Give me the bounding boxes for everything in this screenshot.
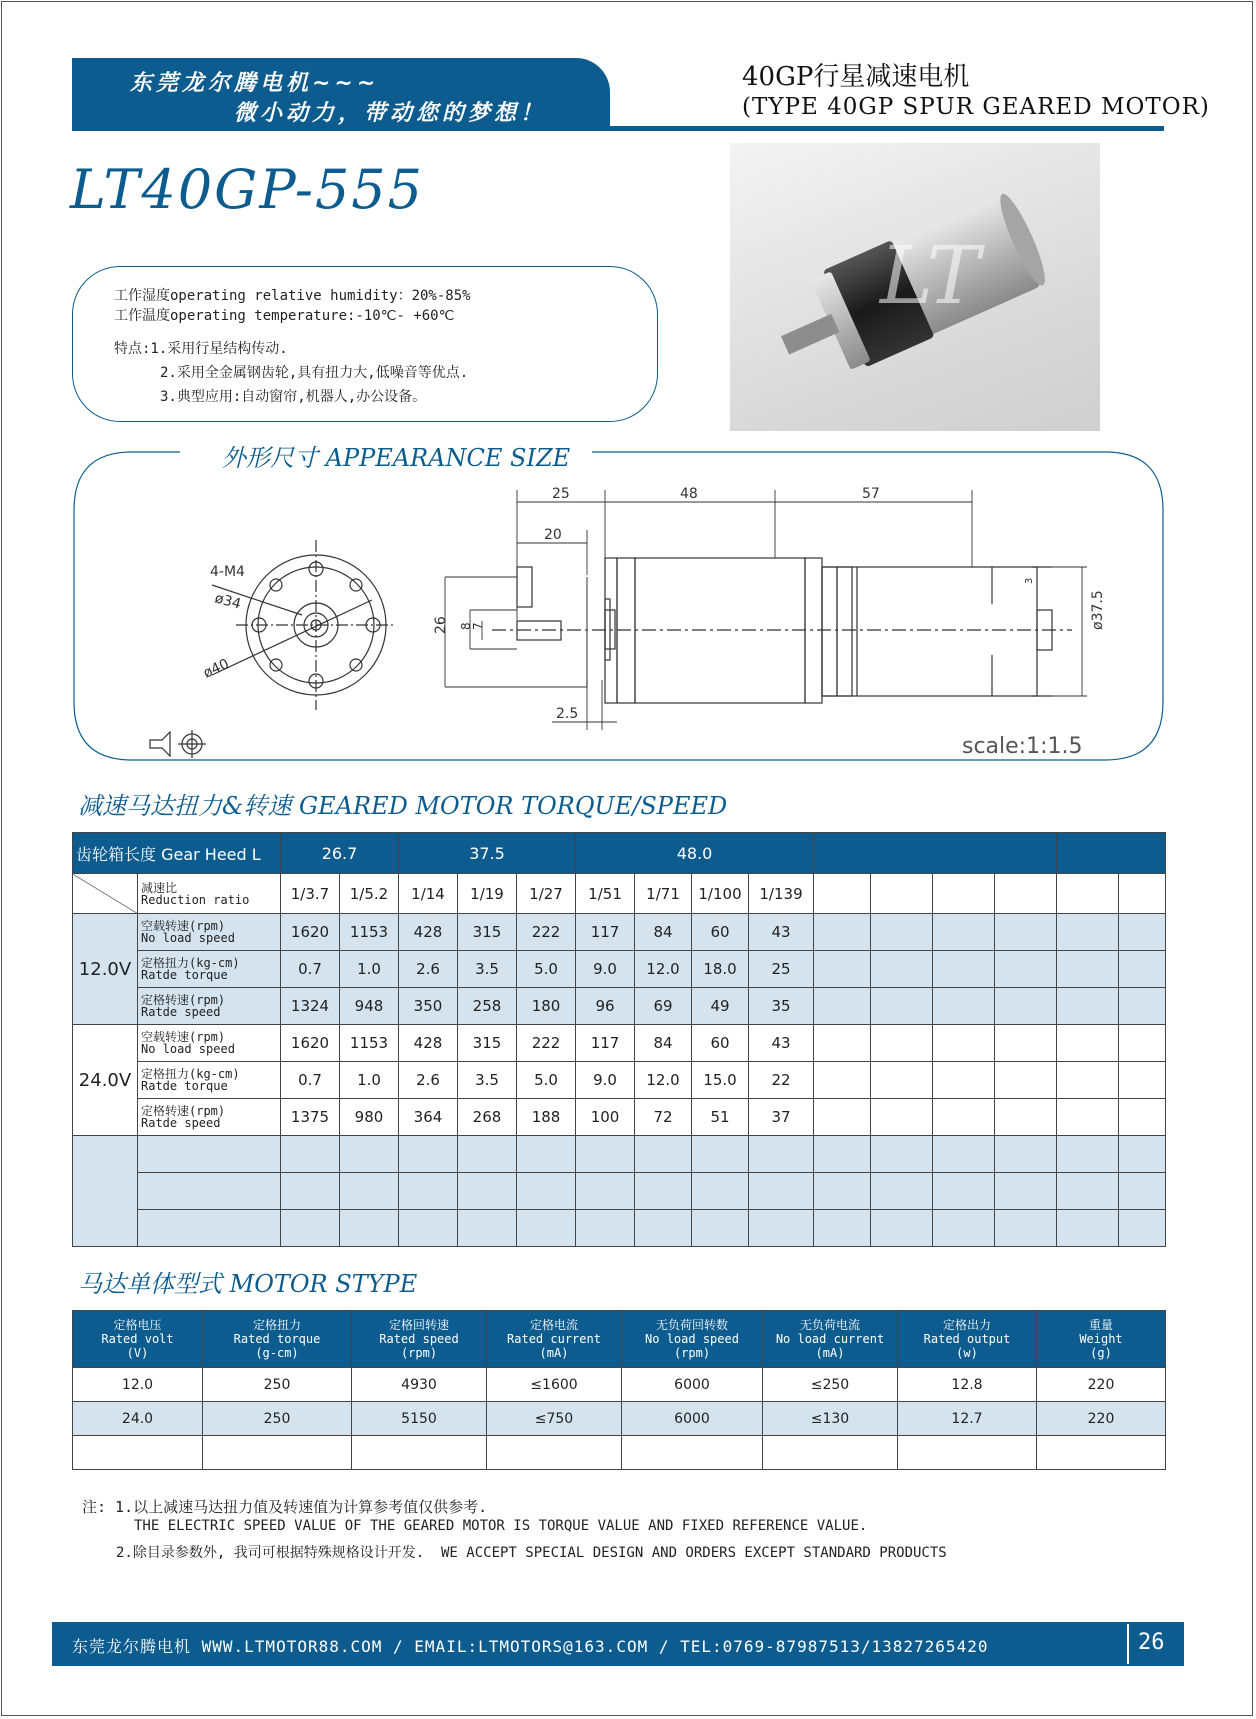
value-cell: 43: [749, 1025, 814, 1062]
value-cell: 9.0: [576, 1062, 635, 1099]
value-cell: 5.0: [517, 1062, 576, 1099]
empty-cell: [814, 951, 871, 988]
motor-value-cell: 250: [203, 1402, 352, 1436]
empty-cell: [635, 1136, 692, 1173]
ratio-cell: 1/14: [399, 874, 458, 914]
empty-cell: [933, 951, 995, 988]
empty-cell: [203, 1436, 352, 1470]
voltage-cell: 24.0V: [73, 1025, 138, 1136]
table-row: [73, 1099, 1166, 1136]
value-cell: 428: [399, 1025, 458, 1062]
model-number: LT40GP-555: [70, 158, 425, 221]
empty-cell: [898, 1436, 1037, 1470]
value-cell: 3.5: [458, 951, 517, 988]
empty-cell: [1057, 1062, 1119, 1099]
spec-feature-1: 特点:1.采用行星结构传动.: [114, 341, 288, 357]
spec-feature-3: 3.典型应用:自动窗帘,机器人,办公设备。: [160, 389, 427, 405]
row-label-en: No load speed: [141, 1042, 235, 1056]
empty-cell: [995, 1062, 1057, 1099]
row-label-en: Ratde speed: [141, 1005, 221, 1019]
motor-illustration: [730, 143, 1100, 431]
motor-value-cell: 6000: [622, 1368, 763, 1402]
empty-cell: [340, 1173, 399, 1210]
note-line-1: 注: 1.以上减速马达扭力值及转速值为计算参考值仅供参考.: [82, 1498, 488, 1516]
motor-table-header: [73, 1311, 1166, 1368]
empty-cell: [1057, 988, 1119, 1025]
dimension-drawing: [72, 470, 1162, 760]
motor-header-line: 定格电流: [529, 1318, 578, 1332]
empty-cell: [1057, 1025, 1119, 1062]
dim-3: 3: [1024, 577, 1035, 584]
value-cell: 222: [517, 914, 576, 951]
gear-length-3: 48.0: [576, 833, 814, 874]
empty-cell: [763, 1436, 898, 1470]
empty-cell: [1057, 1210, 1119, 1247]
dim-57: 57: [862, 486, 880, 502]
empty-cell: [340, 1136, 399, 1173]
row-label-cn: 定格转速(rpm): [141, 993, 226, 1007]
footer-contact: 东莞龙尔腾电机 WWW.LTMOTOR88.COM / EMAIL:LTMOTORS@163.COM / TEL:0769-87987513/13827265420: [72, 1637, 989, 1656]
spec-humidity: 工作湿度operating relative humidity：20%-85%: [114, 288, 471, 304]
value-cell: 980: [340, 1099, 399, 1136]
empty-cell: [576, 1210, 635, 1247]
product-photo: [730, 143, 1100, 431]
ratio-cell: 1/71: [635, 874, 692, 914]
empty-cell: [1037, 1436, 1166, 1470]
empty-cell: [814, 1099, 871, 1136]
value-cell: 1324: [281, 988, 340, 1025]
empty-cell: [458, 1173, 517, 1210]
motor-value-cell: 12.7: [898, 1402, 1037, 1436]
projection-symbol: [150, 730, 206, 758]
empty-cell: [814, 1062, 871, 1099]
dim-26: 26: [433, 616, 449, 634]
empty-cell: [871, 1062, 933, 1099]
empty-cell: [814, 988, 871, 1025]
motor-header-cell: [622, 1311, 763, 1368]
value-cell: 84: [635, 914, 692, 951]
motor-header-cell: [487, 1311, 622, 1368]
empty-cell: [995, 874, 1057, 914]
dim-7: 7: [471, 622, 485, 630]
empty-cell: [871, 951, 933, 988]
empty-cell: [458, 1210, 517, 1247]
empty-cell: [692, 1136, 749, 1173]
empty-cell: [933, 1062, 995, 1099]
empty-cell: [1119, 914, 1166, 951]
ratio-cell: 1/19: [458, 874, 517, 914]
value-cell: 18.0: [692, 951, 749, 988]
empty-cell: [814, 1210, 871, 1247]
empty-cell: [340, 1210, 399, 1247]
empty-cell: [933, 914, 995, 951]
empty-cell: [933, 1099, 995, 1136]
empty-cell: [749, 1210, 814, 1247]
value-cell: 117: [576, 914, 635, 951]
empty-cell: [995, 1210, 1057, 1247]
value-cell: 3.5: [458, 1062, 517, 1099]
gear-header-empty: [1057, 833, 1166, 874]
empty-cell: [933, 1025, 995, 1062]
motor-header-line: 定格回转速: [388, 1318, 449, 1332]
empty-cell: [138, 1210, 281, 1247]
empty-cell: [576, 1136, 635, 1173]
empty-cell: [1119, 1173, 1166, 1210]
empty-cell: [352, 1436, 487, 1470]
ratio-cell: 1/5.2: [340, 874, 399, 914]
voltage-cell: 12.0V: [73, 914, 138, 1025]
motor-header-line: (g): [1090, 1346, 1112, 1360]
empty-cell: [1119, 1099, 1166, 1136]
gear-table-header: [73, 833, 1166, 874]
motor-value-cell: 12.0: [73, 1368, 203, 1402]
motor-value-cell: 250: [203, 1368, 352, 1402]
motor-value-cell: 5150: [352, 1402, 487, 1436]
value-cell: 2.6: [399, 1062, 458, 1099]
motor-header-line: (mA): [539, 1346, 569, 1360]
empty-cell: [871, 988, 933, 1025]
empty-cell: [1057, 1136, 1119, 1173]
empty-cell: [871, 1136, 933, 1173]
motor-header-line: 无负荷电流: [799, 1318, 860, 1332]
table-row: [73, 988, 1166, 1025]
dim-2-5: 2.5: [556, 706, 579, 722]
empty-cell: [1119, 1136, 1166, 1173]
value-cell: 1375: [281, 1099, 340, 1136]
value-cell: 51: [692, 1099, 749, 1136]
value-cell: 117: [576, 1025, 635, 1062]
empty-cell: [73, 1136, 138, 1247]
value-cell: 2.6: [399, 951, 458, 988]
motor-header-line: (V): [126, 1346, 149, 1360]
empty-cell: [73, 1436, 203, 1470]
row-label-en: Ratde torque: [141, 968, 228, 982]
empty-cell: [487, 1436, 622, 1470]
motor-header-line: (mA): [815, 1346, 845, 1360]
empty-cell: [814, 914, 871, 951]
dim-20: 20: [544, 527, 562, 543]
empty-cell: [281, 1136, 340, 1173]
value-cell: 60: [692, 914, 749, 951]
motor-header-line: (g-cm): [255, 1346, 299, 1360]
empty-cell: [517, 1136, 576, 1173]
value-cell: 1620: [281, 914, 340, 951]
gear-table: [72, 832, 1166, 1247]
motor-value-cell: 6000: [622, 1402, 763, 1436]
value-cell: 84: [635, 1025, 692, 1062]
value-cell: 9.0: [576, 951, 635, 988]
gear-length-1: 26.7: [281, 833, 399, 874]
spec-feature-2: 2.采用全金属钢齿轮,具有扭力大,低噪音等优点.: [160, 365, 469, 381]
empty-cell: [871, 1025, 933, 1062]
value-cell: 12.0: [635, 1062, 692, 1099]
motor-header-cell: [203, 1311, 352, 1368]
row-label-cn: 定格扭力(kg-cm): [141, 956, 240, 970]
row-label: [138, 914, 281, 951]
empty-row: [73, 1173, 1166, 1210]
empty-cell: [933, 1136, 995, 1173]
empty-cell: [995, 1136, 1057, 1173]
motor-header-line: 定格电压: [113, 1318, 162, 1332]
motor-header-cell: [898, 1311, 1037, 1368]
motor-header-line: 定格扭力: [252, 1318, 301, 1332]
empty-cell: [871, 914, 933, 951]
motor-table-body: [73, 1368, 1166, 1470]
empty-cell: [622, 1436, 763, 1470]
value-cell: 35: [749, 988, 814, 1025]
empty-cell: [517, 1210, 576, 1247]
row-label-cn: 空载转速(rpm): [141, 1030, 226, 1044]
row-label-cn: 空载转速(rpm): [141, 919, 226, 933]
motor-value-cell: 220: [1037, 1402, 1166, 1436]
dim-m4: 4-M4: [210, 564, 245, 580]
ratio-label-cn: 减速比: [141, 880, 178, 895]
value-cell: 43: [749, 914, 814, 951]
page-number: 26: [1138, 1630, 1165, 1655]
empty-cell: [1057, 951, 1119, 988]
value-cell: 1620: [281, 1025, 340, 1062]
motor-header-line: 重量: [1088, 1318, 1113, 1332]
motor-value-cell: ≤1600: [487, 1368, 622, 1402]
empty-cell: [814, 1136, 871, 1173]
dim-25: 25: [552, 486, 570, 502]
motor-value-cell: 220: [1037, 1368, 1166, 1402]
ratio-label-en: Reduction ratio: [141, 892, 250, 907]
dimension-lines: [445, 490, 1087, 730]
note-line-3: 2.除目录参数外, 我司可根据特殊规格设计开发. WE ACCEPT SPECIAL DESIGN AND ORDERS EXCEPT STANDARD PRODUCTS: [116, 1545, 947, 1561]
motor-value-cell: ≤130: [763, 1402, 898, 1436]
motor-header-line: 无负荷回转数: [655, 1318, 728, 1332]
motor-header-line: Rated speed: [379, 1332, 459, 1346]
value-cell: 37: [749, 1099, 814, 1136]
row-label: [138, 951, 281, 988]
table-row: [73, 1062, 1166, 1099]
row-label-cn: 定格转速(rpm): [141, 1104, 226, 1118]
dim-8: 8: [459, 622, 473, 630]
empty-cell: [1119, 1062, 1166, 1099]
value-cell: 268: [458, 1099, 517, 1136]
row-label: [138, 1025, 281, 1062]
motor-value-cell: 24.0: [73, 1402, 203, 1436]
value-cell: 0.7: [281, 951, 340, 988]
motor-value-cell: 4930: [352, 1368, 487, 1402]
table-row: [73, 951, 1166, 988]
empty-cell: [635, 1173, 692, 1210]
value-cell: 948: [340, 988, 399, 1025]
value-cell: 350: [399, 988, 458, 1025]
empty-cell: [517, 1173, 576, 1210]
ratio-cell: 1/100: [692, 874, 749, 914]
empty-cell: [138, 1136, 281, 1173]
value-cell: 100: [576, 1099, 635, 1136]
empty-cell: [458, 1136, 517, 1173]
empty-cell: [749, 1173, 814, 1210]
ratio-cell: 1/3.7: [281, 874, 340, 914]
motor-header-line: (w): [956, 1346, 978, 1360]
empty-cell: [138, 1173, 281, 1210]
row-label-en: Ratde speed: [141, 1116, 221, 1130]
empty-cell: [1057, 914, 1119, 951]
empty-cell: [871, 1173, 933, 1210]
note-line-2: THE ELECTRIC SPEED VALUE OF THE GEARED MOTOR IS TORQUE VALUE AND FIXED REFERENCE VALUE.: [134, 1518, 868, 1534]
empty-cell: [1119, 1210, 1166, 1247]
banner-company: 东莞龙尔腾电机~~~: [130, 70, 380, 96]
photo-watermark: LT: [880, 229, 980, 322]
empty-cell: [399, 1173, 458, 1210]
motor-value-cell: ≤750: [487, 1402, 622, 1436]
value-cell: 180: [517, 988, 576, 1025]
motor-header-cell: [763, 1311, 898, 1368]
empty-row: [73, 1136, 1166, 1173]
table-row: [73, 914, 1166, 951]
value-cell: 72: [635, 1099, 692, 1136]
table-row: [73, 1025, 1166, 1062]
motor-header-cell: [73, 1311, 203, 1368]
value-cell: 25: [749, 951, 814, 988]
empty-cell: [281, 1210, 340, 1247]
value-cell: 60: [692, 1025, 749, 1062]
spec-temperature: 工作温度operating temperature:-10℃- +60℃: [114, 308, 455, 324]
page-title-en: (TYPE 40GP SPUR GEARED MOTOR): [742, 94, 1210, 120]
motor-header-line: No load current: [775, 1332, 885, 1346]
value-cell: 1153: [340, 1025, 399, 1062]
empty-cell: [576, 1173, 635, 1210]
empty-cell: [871, 1210, 933, 1247]
empty-cell: [871, 874, 933, 914]
empty-cell: [933, 874, 995, 914]
empty-cell: [1119, 951, 1166, 988]
value-cell: 96: [576, 988, 635, 1025]
empty-cell: [814, 1025, 871, 1062]
empty-cell: [995, 1025, 1057, 1062]
dim-40: ø40: [200, 655, 232, 682]
row-label: [138, 1099, 281, 1136]
value-cell: 222: [517, 1025, 576, 1062]
empty-cell: [1119, 1025, 1166, 1062]
banner-slogan: 微小动力，带动您的梦想！: [234, 100, 547, 126]
empty-cell: [814, 874, 871, 914]
diagonal-cell: [73, 874, 138, 914]
motor-section-title: 马达单体型式 MOTOR STYPE: [78, 1270, 418, 1298]
empty-cell: [933, 1173, 995, 1210]
empty-row: [73, 1436, 1166, 1470]
dim-48: 48: [680, 486, 698, 502]
ratio-cell: 1/139: [749, 874, 814, 914]
motor-header-cell: [352, 1311, 487, 1368]
row-label: [138, 988, 281, 1025]
value-cell: 258: [458, 988, 517, 1025]
value-cell: 12.0: [635, 951, 692, 988]
empty-cell: [692, 1210, 749, 1247]
gear-header-label: 齿轮箱长度 Gear Heed L: [73, 833, 281, 874]
gear-length-2: 37.5: [399, 833, 576, 874]
empty-cell: [692, 1173, 749, 1210]
motor-value-cell: 12.8: [898, 1368, 1037, 1402]
motor-value-cell: ≤250: [763, 1368, 898, 1402]
side-view: [492, 558, 1072, 703]
row-label-en: Ratde torque: [141, 1079, 228, 1093]
motor-header-line: (rpm): [673, 1346, 711, 1360]
motor-header-line: Weight: [1079, 1332, 1123, 1346]
empty-cell: [1057, 1173, 1119, 1210]
dim-34: ø34: [212, 590, 243, 613]
empty-cell: [933, 988, 995, 1025]
empty-cell: [1057, 1099, 1119, 1136]
gear-header-empty: [814, 833, 1057, 874]
value-cell: 49: [692, 988, 749, 1025]
empty-cell: [933, 1210, 995, 1247]
empty-cell: [995, 951, 1057, 988]
empty-cell: [995, 1099, 1057, 1136]
value-cell: 5.0: [517, 951, 576, 988]
appearance-title: 外形尺寸 APPEARANCE SIZE: [222, 444, 571, 472]
row-label-cn: 定格扭力(kg-cm): [141, 1067, 240, 1081]
empty-cell: [995, 988, 1057, 1025]
ratio-row: [73, 874, 1166, 914]
table-row: [73, 1402, 1166, 1436]
empty-cell: [871, 1099, 933, 1136]
empty-cell: [399, 1136, 458, 1173]
motor-header-cell: [1037, 1311, 1166, 1368]
scale-label: scale:1:1.5: [962, 734, 1083, 759]
ratio-cell: 1/51: [576, 874, 635, 914]
motor-header-line: 定格出力: [942, 1318, 991, 1332]
page-title-cn: 40GP行星减速电机: [742, 62, 970, 92]
motor-header-line: No load speed: [645, 1332, 739, 1346]
empty-cell: [995, 1173, 1057, 1210]
empty-cell: [1057, 874, 1119, 914]
value-cell: 69: [635, 988, 692, 1025]
value-cell: 1.0: [340, 1062, 399, 1099]
value-cell: 1153: [340, 914, 399, 951]
dim-37-5: ø37.5: [1090, 590, 1106, 630]
empty-cell: [1119, 988, 1166, 1025]
empty-cell: [1119, 874, 1166, 914]
motor-header-line: Rated volt: [101, 1332, 174, 1346]
value-cell: 0.7: [281, 1062, 340, 1099]
ratio-label: [138, 874, 281, 914]
value-cell: 22: [749, 1062, 814, 1099]
value-cell: 188: [517, 1099, 576, 1136]
value-cell: 315: [458, 914, 517, 951]
motor-header-line: Rated torque: [233, 1332, 321, 1346]
value-cell: 15.0: [692, 1062, 749, 1099]
torque-section-title: 减速马达扭力&转速 GEARED MOTOR TORQUE/SPEED: [78, 792, 728, 820]
empty-cell: [814, 1173, 871, 1210]
empty-cell: [995, 914, 1057, 951]
empty-row: [73, 1210, 1166, 1247]
motor-table: [72, 1310, 1166, 1470]
value-cell: 428: [399, 914, 458, 951]
motor-header-line: Rated output: [923, 1332, 1011, 1346]
table-row: [73, 1368, 1166, 1402]
empty-cell: [281, 1173, 340, 1210]
empty-cell: [749, 1136, 814, 1173]
value-cell: 315: [458, 1025, 517, 1062]
row-label: [138, 1062, 281, 1099]
footer-divider: [1127, 1624, 1129, 1664]
motor-header-line: (rpm): [400, 1346, 438, 1360]
empty-cell: [635, 1210, 692, 1247]
empty-cell: [399, 1210, 458, 1247]
gear-table-body: [73, 914, 1166, 1247]
row-label-en: No load speed: [141, 931, 235, 945]
value-cell: 1.0: [340, 951, 399, 988]
motor-header-line: Rated current: [507, 1332, 601, 1346]
value-cell: 364: [399, 1099, 458, 1136]
ratio-cell: 1/27: [517, 874, 576, 914]
